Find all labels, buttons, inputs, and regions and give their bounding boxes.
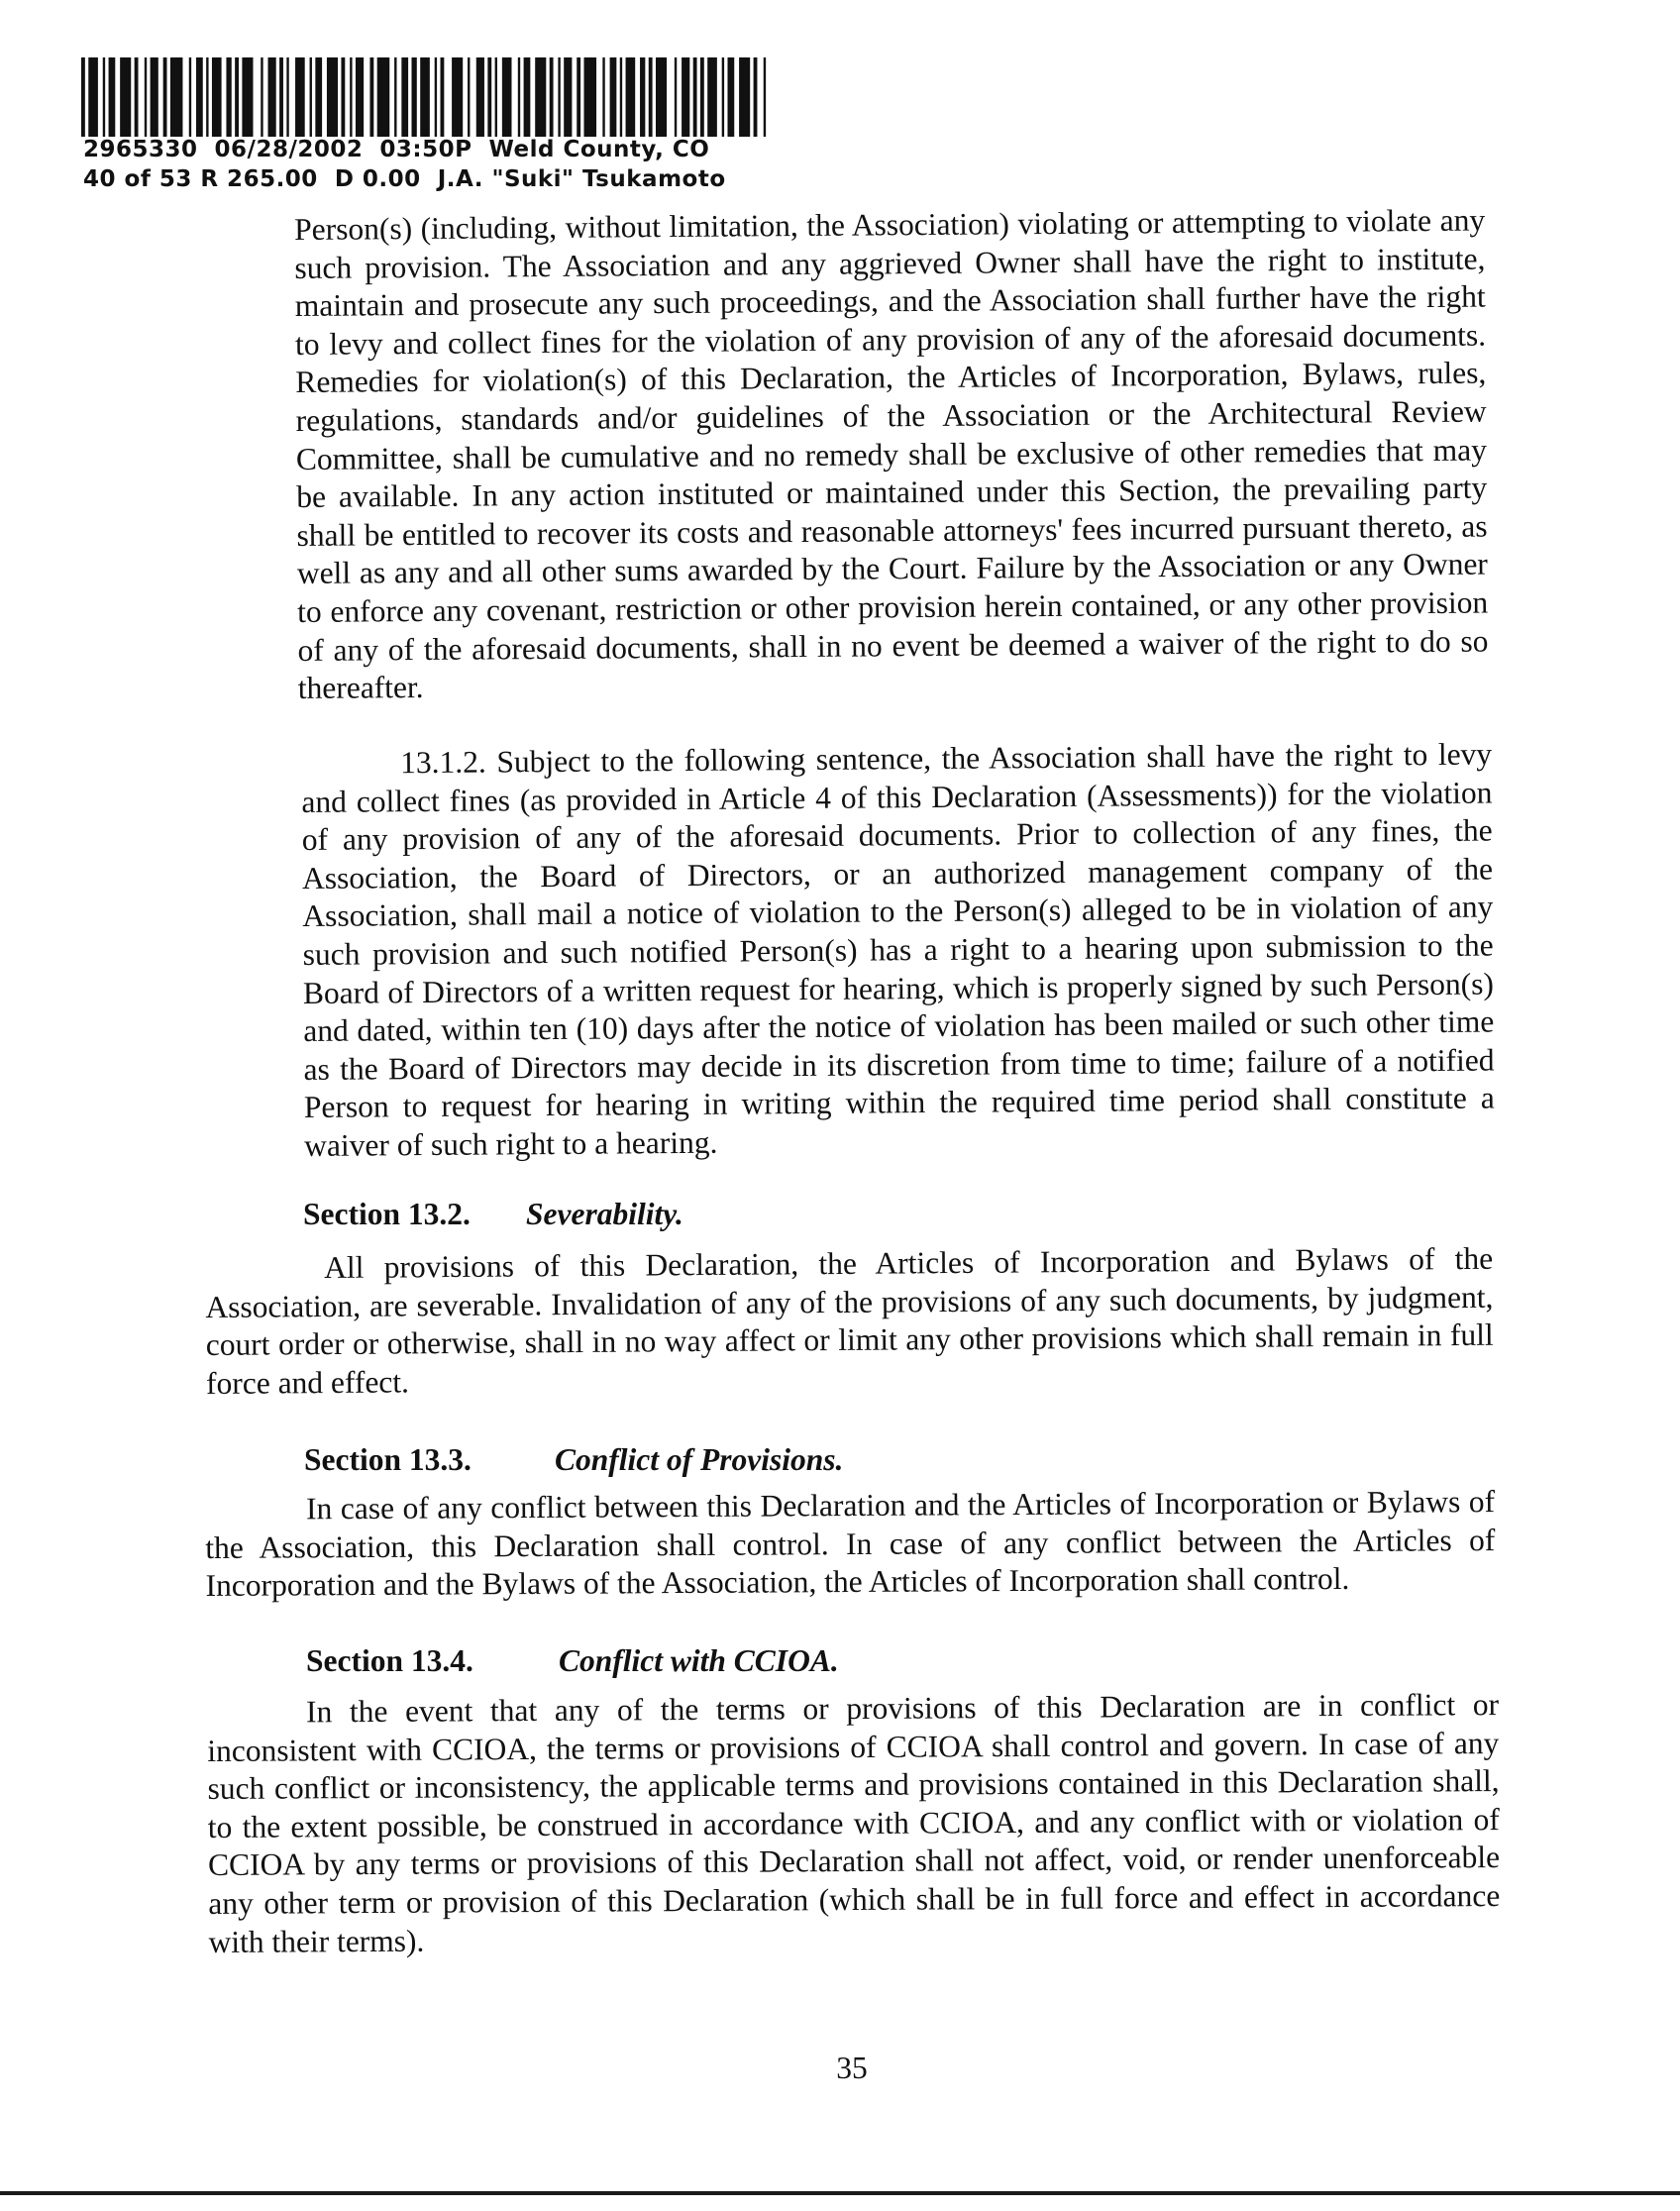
barcode-bar	[693, 57, 697, 137]
barcode-bar	[675, 57, 677, 137]
barcode-bar	[310, 57, 312, 137]
barcode-bar	[261, 57, 262, 137]
section-13-3-paragraph: In case of any conflict between this Declaration and the Articles of Incorporation or Bylaws of the Association, this Declaration shall control. In case of any conflict between the Articles of Incorporation and the Bylaws of the Association, the Articles of Incorporation shall control.	[205, 1484, 1496, 1604]
barcode-bar	[656, 57, 667, 137]
barcode-bar	[764, 57, 766, 137]
subsection-13-1-2: 13.1.2. Subject to the following sentence, the Association shall have the right to levy and collect fines (as provided in Article 4 of this Declaration (Assessments)) for the violation of any provision of any of the aforesaid documents. Prior to collection of any fines, the Association, the Board of Directors, or an authorized management company of the Association, shall mail a notice of violation to the Person(s) alleged to be in violation of any such provision and such notified Person(s) has a right to a hearing upon submission to the Board of Directors of a written request for hearing, which is properly signed by such Person(s) and dated, within ten (10) days after the notice of violation has been mailed or such other time as the Board of Directors may decide in its discretion from time to time; failure of a notified Person to request for hearing in writing within the required time period shall constitute a waiver of such right to a hearing.	[301, 736, 1495, 1163]
bottom-rule	[0, 2191, 1680, 2195]
barcode-bar	[649, 57, 653, 137]
barcode-bar	[242, 57, 253, 137]
section-13-4-paragraph: In the event that any of the terms or provisions of this Declaration are in conflict or inconsistent with CCIOA, the terms or provisions of CCIOA shall control and govern. In case of any such conflict or inconsistency, the applicable terms and provisions contained in this Declaration shall, to the extent possible, be construed in accordance with CCIOA, and any conflict with or violation of CCIOA by any terms or provisions of this Declaration shall not affect, void, or render unenforceable any other term or provision of this Declaration (which shall be in full force and effect in accordance with their terms).	[207, 1687, 1501, 1959]
barcode-bar	[327, 57, 338, 137]
barcode-bar	[558, 57, 560, 137]
recording-stamp-line-2: 40 of 53 R 265.00 D 0.00 J.A. "Suki" Tsukamoto	[83, 166, 726, 192]
barcode-bar	[728, 57, 735, 137]
barcode-bar	[315, 57, 322, 137]
barcode-bar	[610, 57, 617, 137]
section-title: Conflict of Provisions.	[555, 1442, 844, 1477]
barcode-bar	[495, 57, 497, 137]
barcode-bar	[212, 57, 222, 137]
barcode-bar	[550, 57, 554, 137]
barcode-bar	[452, 57, 463, 137]
barcode-bar	[640, 57, 645, 137]
barcode-bar	[435, 57, 437, 137]
barcode-bar	[502, 57, 512, 137]
recording-barcode	[81, 57, 767, 137]
barcode-bar	[626, 57, 636, 137]
barcode-bar	[535, 57, 546, 137]
section-number: Section 13.2.	[303, 1197, 471, 1231]
barcode-bar	[577, 57, 580, 137]
recording-stamp-line-1: 2965330 06/28/2002 03:50P Weld County, CO	[83, 137, 710, 162]
section-heading-13-4	[306, 1643, 839, 1679]
barcode-bar	[286, 57, 288, 137]
barcode-bar	[722, 57, 724, 137]
barcode-bar	[518, 57, 520, 137]
barcode-bar	[401, 57, 408, 137]
section-title: Severability.	[526, 1197, 683, 1231]
section-13-2-paragraph: All provisions of this Declaration, the Articles of Incorporation and Bylaws of the Association, are severable. Invalidation of any of the provisions of any such documents, by judgment, court order or otherwise, shall in no way affect or limit any other provisions which shall remain in full force and effect.	[205, 1240, 1494, 1401]
barcode-bar	[602, 57, 604, 137]
barcode-bar	[196, 57, 203, 137]
barcode-bar	[145, 57, 147, 137]
barcode-bar	[369, 57, 373, 137]
barcode-bar	[476, 57, 484, 137]
barcode-bar	[151, 57, 158, 137]
barcode-bar	[135, 57, 139, 137]
barcode-bar	[420, 57, 430, 137]
barcode-bar	[394, 57, 396, 137]
barcode-bar	[356, 57, 364, 137]
barcode-bar	[88, 57, 98, 137]
barcode-bar	[163, 57, 167, 137]
barcode-bar	[120, 57, 131, 137]
barcode-bar	[377, 57, 390, 137]
barcode-bar	[268, 57, 276, 137]
section-heading-13-3	[304, 1442, 843, 1478]
barcode-bar	[682, 57, 689, 137]
barcode-bar	[103, 57, 105, 137]
barcode-bar	[524, 57, 531, 137]
barcode-bar	[206, 57, 208, 137]
barcode-bar	[620, 57, 622, 137]
section-title: Conflict with CCIOA.	[559, 1643, 839, 1678]
page-number: 35	[836, 2051, 868, 2085]
barcode-bar	[350, 57, 352, 137]
barcode-bar	[487, 57, 491, 137]
barcode-bar	[170, 57, 183, 137]
barcode-bar	[754, 57, 758, 137]
barcode-bar	[564, 57, 572, 137]
continuation-paragraph: Person(s) (including, without limitation, the Association) violating or attempting to violate any such provision. The Association and any aggrieved Owner shall have the right to institute, maintain and prosecute any such proceedings, and the Association shall further have the right to levy and collect fines for the violation of any provision of any of the aforesaid documents. Remedies for violation(s) of this Declaration, the Articles of Incorporation, Bylaws, rules, regulations, standards and/or guidelines of the Association or the Architectural Review Committee, shall be cumulative and no remedy shall be exclusive of other remedies that may be available. In any action instituted or maintained under this Section, the prevailing party shall be entitled to recover its costs and reasonable attorneys' fees incurred pursuant thereto, as well as any and all other sums awarded by the Court. Failure by the Association or any Owner to enforce any covenant, restriction or other provision herein contained, or any other provision of any of the aforesaid documents, shall in no event be deemed a waiver of the right to do so thereafter.	[294, 202, 1489, 706]
barcode-bar	[226, 57, 231, 137]
barcode-bar	[700, 57, 704, 137]
barcode-bar	[468, 57, 470, 137]
barcode-bar	[412, 57, 417, 137]
section-number: Section 13.3.	[304, 1442, 472, 1477]
section-heading-13-2	[303, 1197, 683, 1232]
barcode-bar	[707, 57, 717, 137]
barcode-bar	[295, 57, 305, 137]
barcode-bar	[279, 57, 283, 137]
barcode-bar	[81, 57, 85, 137]
barcode-bar	[739, 57, 750, 137]
barcode-bar	[109, 57, 116, 137]
barcode-bar	[584, 57, 597, 137]
barcode-bar	[441, 57, 445, 137]
barcode-bar	[235, 57, 239, 137]
section-number: Section 13.4.	[306, 1643, 473, 1678]
barcode-bar	[189, 57, 191, 137]
barcode-bar	[341, 57, 345, 137]
